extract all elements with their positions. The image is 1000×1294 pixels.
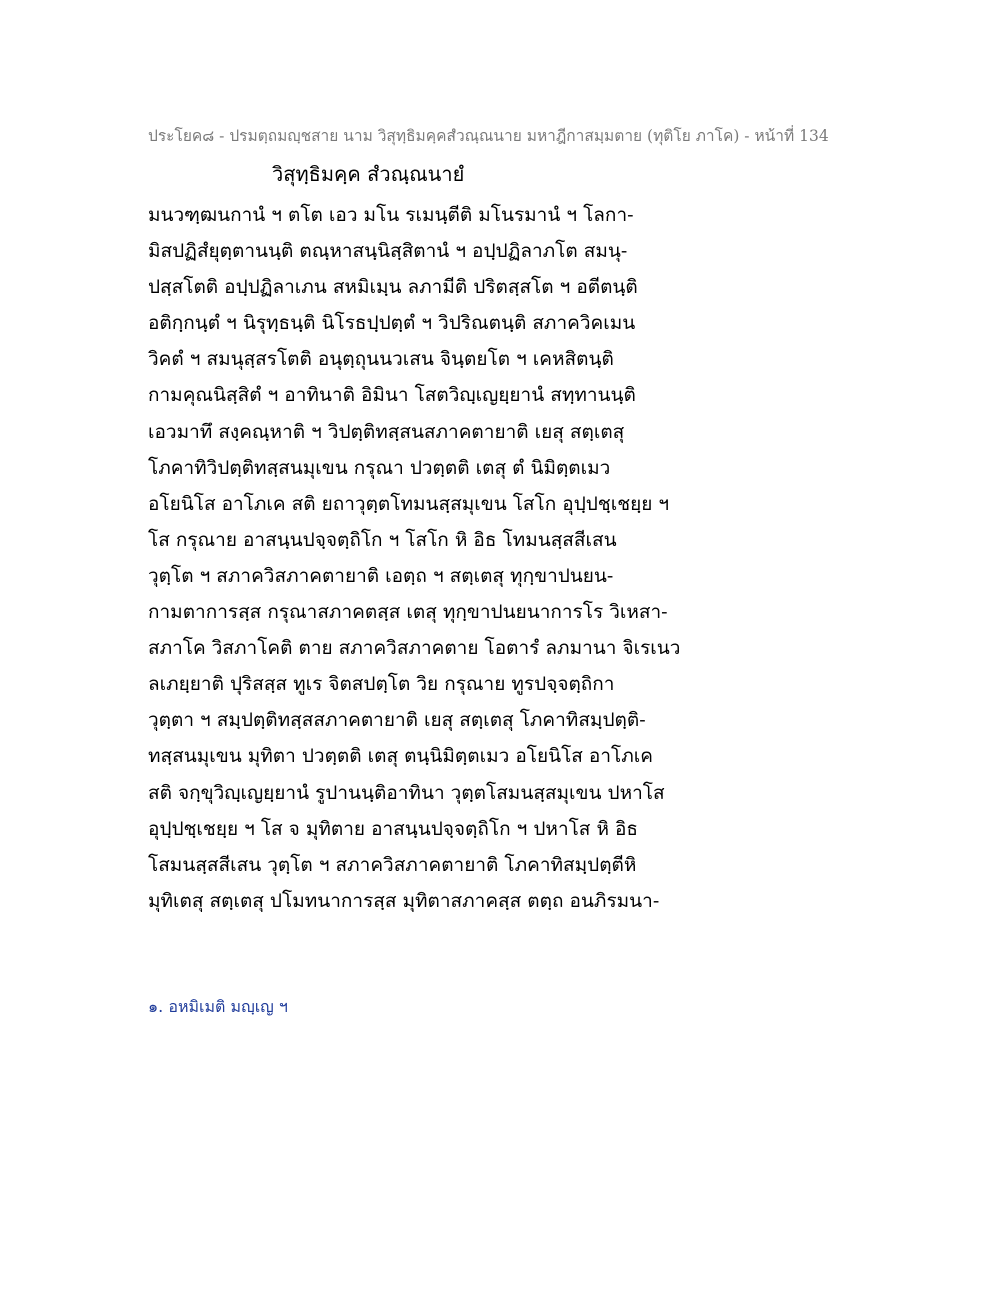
- body-line-6: กามคุณนิสฺสิตํ ฯ อาทินาติ อิมินา โสตวิญฺเญยฺยานํ สทฺทานนฺติ: [148, 384, 636, 407]
- body-line-13: สภาโค วิสภาโคติ ตาย สภาควิสภาคตาย โอตารํ ลภมานา จิเรเนว: [148, 637, 681, 660]
- body-line-8: โภคาทิวิปตฺติทสฺสนมุเขน กรุณา ปวตฺตติ เตสุ ตํ นิมิตฺตเมว: [148, 456, 611, 479]
- body-line-11: วุตฺโต ฯ สภาควิสภาคตายาติ เอตฺถ ฯ สตฺเตสุ ทุกฺขาปนยน-: [148, 564, 614, 587]
- page-header: ประโยค๘ - ปรมตฺถมญฺชสาย นาม วิสุทฺธิมคฺคสํวณฺณนาย มหาฎีกาสมฺมตาย (ทุติโย ภาโค) - หน้าที่ 134: [148, 127, 829, 145]
- body-line-2: มิสปฏิสํยุตฺตานนฺติ ตณฺหาสนฺนิสฺสิตานํ ฯ อปฺปฏิลาภโต สมนุ-: [148, 240, 628, 263]
- body-text: [148, 197, 728, 919]
- body-line-10: โส กรุณาย อาสนฺนปจฺจตฺถิโก ฯ โสโก หิ อิธ โทมนสฺสสีเสน: [148, 528, 617, 551]
- body-line-19: โสมนสฺสสีเสน วุตฺโต ฯ สภาควิสภาคตายาติ โภคาทิสมฺปตฺตีหิ: [148, 853, 637, 876]
- section-title: วิสุทฺธิมคฺค สํวณฺณนายํ: [272, 162, 465, 186]
- body-line-17: สติ จกฺขุวิญฺเญยฺยานํ รูปานนฺติอาทินา วุตฺตโสมนสฺสมุเขน ปหาโส: [148, 781, 665, 804]
- body-line-15: วุตฺตา ฯ สมฺปตฺติทสฺสสภาคตายาติ เยสุ สตฺเตสุ โภคาทิสมฺปตฺติ-: [148, 709, 646, 732]
- body-line-20: มุทิเตสุ สตฺเตสุ ปโมทนาการสฺส มุทิตาสภาคสฺส ตตฺถ อนภิรมนา-: [148, 889, 660, 912]
- body-line-18: อุปฺปชฺเชยฺย ฯ โส จ มุทิตาย อาสนฺนปจฺจตฺถิโก ฯ ปหาโส หิ อิธ: [148, 817, 639, 840]
- body-line-7: เอวมาทึ สงฺคณฺหาติ ฯ วิปตฺติทสฺสนสภาคตายาติ เยสุ สตฺเตสุ: [148, 420, 625, 443]
- body-line-14: ลเภยฺยาติ ปุริสสฺส ทูเร จิตสปตฺโต วิย กรุณาย ทูรปจฺจตฺถิกา: [148, 673, 615, 696]
- body-line-9: อโยนิโส อาโภเค สติ ยถาวุตฺตโทมนสฺสมุเขน โสโก อุปฺปชฺเชยฺย ฯ: [148, 492, 670, 515]
- body-line-3: ปสฺสโตติ อปฺปฏิลาเภน สหมิเมฺน ลภามีติ ปริตสฺสโต ฯ อตีตนฺติ: [148, 276, 638, 299]
- body-line-1: มนวฑฺฒนกานํ ฯ ตโต เอว มโน รเมนฺตีติ มโนรมานํ ฯ โลกา-: [148, 204, 634, 226]
- footnote: ๑. อหมิเมติ มญฺเญ ฯ: [148, 997, 288, 1016]
- body-line-5: วิคตํ ฯ สมนุสฺสรโตติ อนุตฺถุนนวเสน จินฺตยโต ฯ เคหสิตนฺติ: [148, 348, 614, 371]
- body-line-4: อติกฺกนฺตํ ฯ นิรุทฺธนฺติ นิโรธปฺปตฺตํ ฯ วิปริณตนฺติ สภาควิคเมน: [148, 312, 636, 335]
- body-line-16: ทสฺสนมุเขน มุทิตา ปวตฺตติ เตสุ ตนฺนิมิตฺตเมว อโยนิโส อาโภเค: [148, 745, 653, 768]
- body-line-12: กามตาการสฺส กรุณาสภาคตสฺส เตสุ ทุกฺขาปนยนาการโร วิเหสา-: [148, 601, 668, 624]
